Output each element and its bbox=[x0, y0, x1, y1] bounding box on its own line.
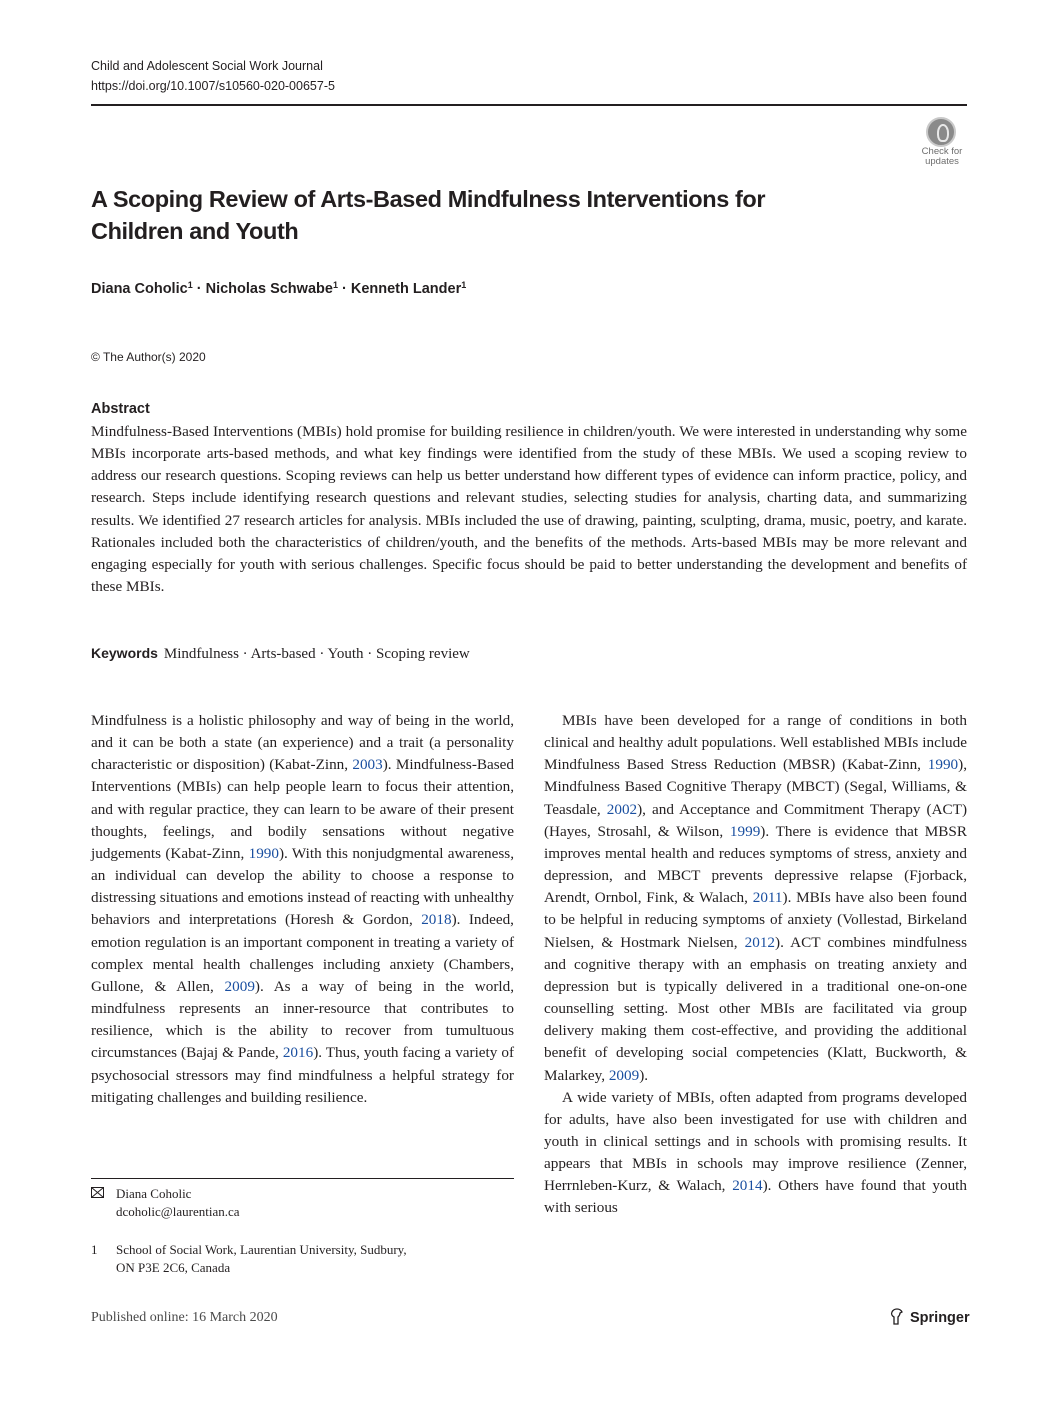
journal-header bbox=[91, 56, 335, 96]
author-name[interactable]: Kenneth Lander bbox=[350, 281, 462, 297]
publisher-name: Springer bbox=[910, 1310, 970, 1326]
citation-link[interactable]: 2012 bbox=[744, 933, 776, 951]
body-column-left bbox=[91, 710, 514, 1109]
keywords-heading: Keywords bbox=[91, 645, 158, 661]
body-paragraph: A wide variety of MBIs, often adapted from programs developed for adults, have also been investigated for use with children and youth in clinical settings and in schools with promising results. It appears that MBIs in schools may improve resilience (Zenner, Herrnleben-Kurz, & Walach, 2014). Others have found that youth with serious bbox=[544, 1088, 967, 1217]
affiliation-line: ON P3E 2C6, Canada bbox=[116, 1260, 231, 1275]
check-updates-label: Check for updates bbox=[921, 146, 963, 167]
citation-link[interactable]: 2009 bbox=[608, 1066, 640, 1084]
corresponding-author bbox=[91, 1185, 407, 1221]
citation-link[interactable]: 2002 bbox=[606, 800, 638, 818]
envelope-icon bbox=[91, 1185, 104, 1203]
citation-link[interactable]: 2009 bbox=[224, 977, 255, 995]
affiliation-line: School of Social Work, Laurentian University, Sudbury, bbox=[116, 1242, 407, 1257]
check-for-updates-badge[interactable] bbox=[917, 117, 967, 169]
publisher-logo bbox=[890, 1308, 970, 1329]
keywords-list: Mindfulness · Arts-based · Youth · Scoping review bbox=[163, 646, 470, 662]
citation-link[interactable]: 2011 bbox=[752, 889, 783, 907]
body-paragraph: Mindfulness is a holistic philosophy and way of being in the world, and it can be both a state (an experience) and a trait (a personality characteristic or disposition) (Kabat-Zinn, 2003). Mindfulness-Based Interventions (MBIs) can help people learn to focus their attention, and with regular practice, they can learn to be aware of their present thoughts, feelings, and bodily sensations without negative judgements (Kabat-Zinn, 1990). With this nonjudgmental awareness, an individual can develop the ability to choose a response to distressing situations and emotions instead of reacting with unhealthy behaviors and interpretations (Horesh & Gordon, 2018). Indeed, emotion regulation is an important component in treating a variety of complex mental health challenges including anxiety (Chambers, Gullone, & Allen, 2009). As a way of being in the world, mindfulness represents an inner-resource that contributes to resilience, which is the ability to recover from tumultuous circumstances (Bajaj & Pande, 2016). Thus, youth facing a variety of psychosocial stressors may find mindfulness a helpful strategy for mitigating challenges and building resilience. bbox=[91, 712, 514, 1106]
article-title: A Scoping Review of Arts-Based Mindfulness Interventions for Children and Youth bbox=[91, 186, 766, 244]
author-affiliation-mark: 1 bbox=[461, 280, 467, 290]
body-paragraph: MBIs have been developed for a range of conditions in both clinical and healthy adult populations. Well established MBIs include Mindfulness Based Stress Reduction (MBSR) (Kabat-Zinn, 1990), Mindfulness Based Cognitive Therapy (MBCT) (Segal, Williams, & Teasdale, 2002), and Acceptance and Commitment Therapy (ACT) (Hayes, Strosahl, & Wilson, 1999). There is evidence that MBSR improves mental health and reduces symptoms of stress, anxiety and depression, and MBCT prevents depressive relapse (Fjorback, Arendt, Ornbol, Fink, & Walach, 2011). MBIs have also been found to be helpful in reducing symptoms of anxiety (Vollestad, Birkeland Nielsen, & Hostmark Nielsen, 2012). ACT combines mindfulness and cognitive therapy with an emphasis on treating anxiety and depression but is typically delivered in a traditional one-on-one counselling setting. Most other MBIs are facilitated via group delivery making them cost-effective, and providing the additional benefit of developing social competencies (Klatt, Buckworth, & Malarkey, 2009). bbox=[544, 712, 968, 1084]
author-list bbox=[91, 280, 466, 297]
citation-link[interactable]: 1990 bbox=[927, 756, 959, 774]
citation-link[interactable]: 1990 bbox=[248, 844, 279, 862]
citation-link[interactable]: 2003 bbox=[352, 756, 383, 774]
keywords bbox=[91, 645, 470, 663]
header-rule bbox=[91, 104, 967, 106]
copyright-notice: © The Author(s) 2020 bbox=[91, 350, 206, 364]
footnotes bbox=[91, 1185, 407, 1277]
citation-link[interactable]: 2014 bbox=[732, 1177, 763, 1195]
doi-link[interactable]: https://doi.org/10.1007/s10560-020-00657-5 bbox=[91, 79, 335, 93]
citation-link[interactable]: 2016 bbox=[282, 1044, 314, 1062]
affiliation bbox=[91, 1241, 407, 1277]
author-separator: · bbox=[196, 281, 202, 297]
abstract-text: Mindfulness-Based Interventions (MBIs) hold promise for building resilience in children/youth. We were interested in understanding why some MBIs incorporate arts-based methods, and what key findings were identified from the study of these MBIs. We used a scoping review to address our research questions. Scoping reviews can help us better understand how different types of evidence can inform practice, policy, and research. Steps include identifying research questions and relevant studies, selecting studies for analysis, charting data, and summarizing results. We identified 27 research articles for analysis. MBIs included the use of drawing, painting, sculpting, drama, music, poetry, and karate. Rationales included both the characteristics of children/youth, and the benefits of the methods. Arts-based MBIs may be more relevant and engaging especially for youth with serious challenges. Specific focus should be paid to better understanding the development and benefits of these MBIs. bbox=[91, 423, 967, 596]
published-date: Published online: 16 March 2020 bbox=[91, 1310, 278, 1325]
citation-link[interactable]: 1999 bbox=[729, 822, 761, 840]
springer-horse-icon bbox=[890, 1308, 904, 1329]
author-affiliation-mark: 1 bbox=[187, 280, 193, 290]
footnote-rule bbox=[91, 1178, 514, 1179]
author-separator: · bbox=[341, 281, 347, 297]
abstract-heading: Abstract bbox=[91, 401, 150, 417]
affiliation-mark: 1 bbox=[91, 1242, 98, 1257]
corresponding-author-name: Diana Coholic bbox=[116, 1186, 192, 1201]
body-column-right bbox=[544, 710, 967, 1220]
author-name[interactable]: Nicholas Schwabe bbox=[205, 281, 333, 297]
check-updates-icon bbox=[926, 117, 956, 147]
author-name[interactable]: Diana Coholic bbox=[91, 281, 188, 297]
citation-link[interactable]: 2018 bbox=[421, 911, 452, 929]
corresponding-author-email[interactable]: dcoholic@laurentian.ca bbox=[116, 1204, 240, 1219]
journal-name: Child and Adolescent Social Work Journal bbox=[91, 59, 323, 73]
author-affiliation-mark: 1 bbox=[332, 280, 338, 290]
